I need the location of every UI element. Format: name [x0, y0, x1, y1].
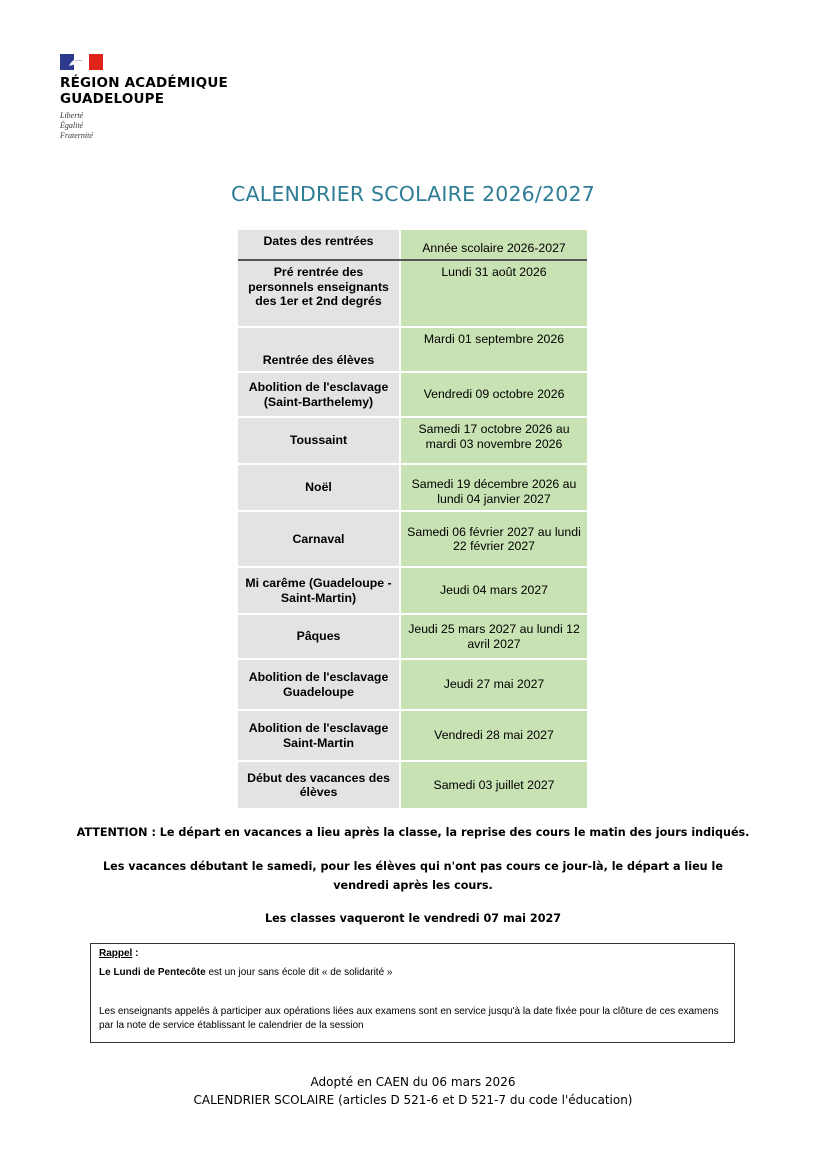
table-row — [238, 659, 587, 710]
table-row — [238, 417, 587, 464]
rappel-box — [90, 943, 735, 1043]
row-date: Jeudi 04 mars 2027 — [400, 567, 587, 614]
calendar-table — [238, 230, 587, 808]
row-label: Abolition de l'esclavage Saint-Martin — [238, 710, 400, 761]
row-label: Abolition de l'esclavage (Saint-Barthelemy) — [238, 372, 400, 417]
table-row — [238, 710, 587, 761]
marianne-flag-icon — [60, 54, 103, 70]
row-label: Abolition de l'esclavage Guadeloupe — [238, 659, 400, 710]
footer-reference: CALENDRIER SCOLAIRE (articles D 521-6 et D 521-7 du code l'éducation) — [193, 1093, 633, 1107]
row-date: Mardi 01 septembre 2026 — [400, 327, 587, 372]
table-header-row — [238, 230, 587, 260]
institution-name: RÉGION ACADÉMIQUE GUADELOUPE — [60, 75, 228, 107]
table-row — [238, 614, 587, 659]
table-row — [238, 761, 587, 808]
row-date: Samedi 03 juillet 2027 — [400, 761, 587, 808]
pentecote-line: Le Lundi de Pentecôte est un jour sans école dit « de solidarité » — [99, 967, 393, 978]
row-date: Jeudi 25 mars 2027 au lundi 12 avril 2027 — [400, 614, 587, 659]
row-date: Jeudi 27 mai 2027 — [400, 659, 587, 710]
table-row — [238, 464, 587, 511]
row-date: Samedi 06 février 2027 au lundi 22 février 2027 — [400, 511, 587, 567]
row-date: Lundi 31 août 2026 — [400, 260, 587, 327]
footer-adopted: Adopté en CAEN du 06 mars 2026 — [310, 1075, 516, 1089]
table-row — [238, 327, 587, 372]
header-dates: Dates des rentrées — [238, 230, 400, 260]
row-label: Pâques — [238, 614, 400, 659]
attention-note: ATTENTION : Le départ en vacances a lieu après la classe, la reprise des cours le matin des jours indiqués. — [76, 826, 750, 839]
table-row — [238, 567, 587, 614]
row-label: Noël — [238, 464, 400, 511]
header-annee: Année scolaire 2026-2027 — [400, 230, 587, 260]
row-date: Samedi 17 octobre 2026 au mardi 03 novembre 2026 — [400, 417, 587, 464]
table-row — [238, 511, 587, 567]
rappel-heading: Rappel : — [99, 948, 139, 959]
vaqueront-note: Les classes vaqueront le vendredi 07 mai 2027 — [264, 912, 562, 925]
row-label: Rentrée des élèves — [238, 327, 400, 372]
table-row — [238, 260, 587, 327]
page-title: CALENDRIER SCOLAIRE 2026/2027 — [230, 182, 596, 206]
row-label: Début des vacances des élèves — [238, 761, 400, 808]
table-row — [238, 372, 587, 417]
row-label: Pré rentrée des personnels enseignants des 1er et 2nd degrés — [238, 260, 400, 327]
republic-motto: Liberté Égalité Fraternité — [60, 111, 93, 140]
row-label: Toussaint — [238, 417, 400, 464]
enseignants-line: Les enseignants appelés à participer aux opérations liées aux examens sont en service jusqu'à la date fixée pour la clôture de ces examens par la note de service établissant le calendrier de la session — [99, 1006, 719, 1031]
row-label: Mi carême (Guadeloupe - Saint-Martin) — [238, 567, 400, 614]
saturday-note: Les vacances débutant le samedi, pour les élèves qui n'ont pas cours ce jour-là, le départ a lieu le vendredi après les cours. — [103, 860, 723, 892]
row-date: Vendredi 09 octobre 2026 — [400, 372, 587, 417]
row-date: Samedi 19 décembre 2026 au lundi 04 janvier 2027 — [400, 464, 587, 511]
row-date: Vendredi 28 mai 2027 — [400, 710, 587, 761]
row-label: Carnaval — [238, 511, 400, 567]
